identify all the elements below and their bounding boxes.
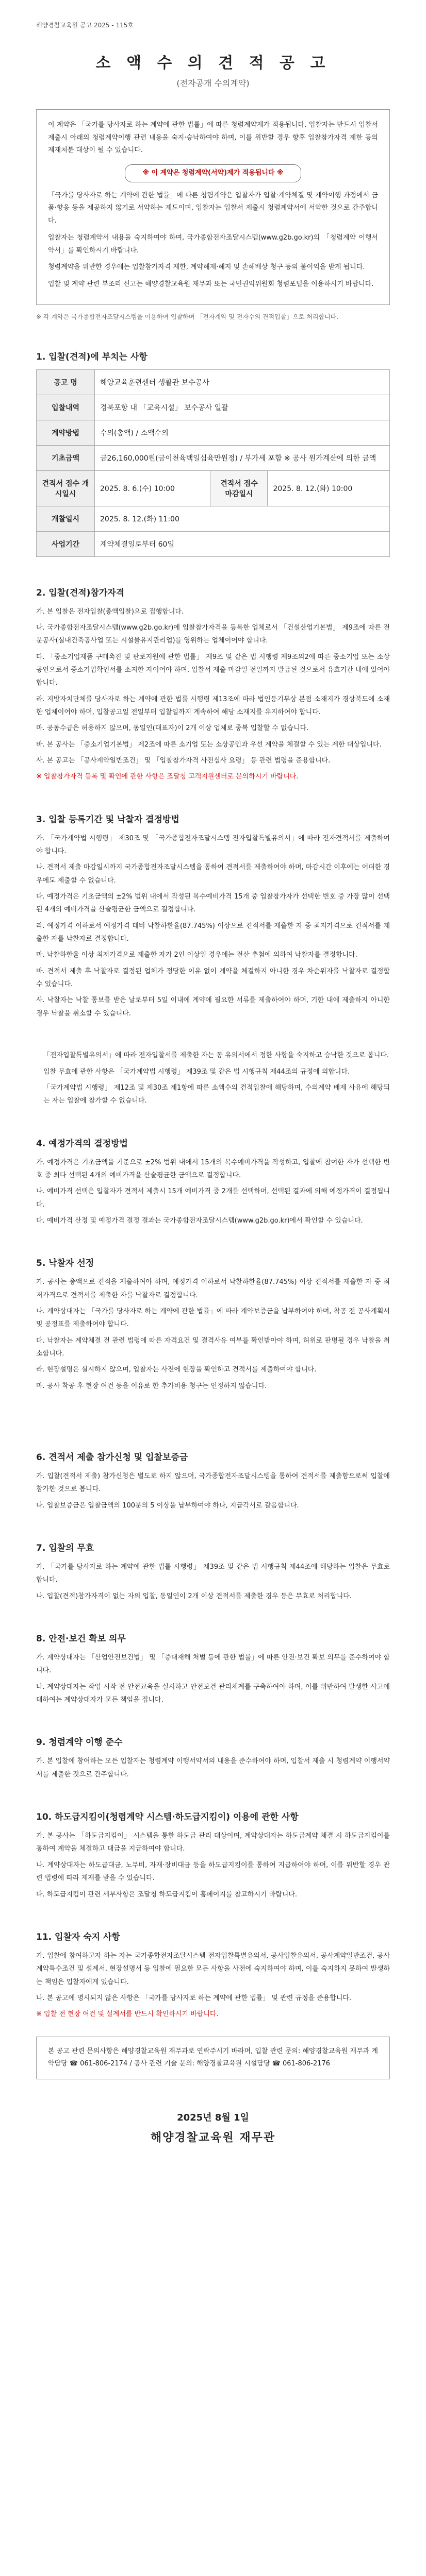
paragraph: 마. 공동수급은 허용하지 않으며, 동일인(대표자)이 2개 이상 업체로 중복 입찰할 수 없습니다. (36, 724, 309, 733)
paragraph: 다. 예정가격은 기초금액의 ±2% 범위 내에서 작성된 복수예비가격 15개 중 입찰참가자가 선택한 번호 중 가장 많이 선택된 4개의 예비가격을 산술평균한 금액으로 결정합니다. (36, 893, 390, 914)
row-value: 2025. 8. 12.(화) 10:00 (268, 470, 390, 506)
section-title: 4. 예정가격의 결정방법 (36, 1138, 128, 1149)
paragraph: 마. 공사 착공 후 현장 여건 등을 이유로 한 추가비용 청구는 인정하지 않습니다. (36, 1382, 267, 1390)
paragraph: 라. 지방자치단체를 당사자로 하는 계약에 관한 법률 시행령 제13조에 따라 법인등기부상 본점 소재지가 경상북도에 소재한 업체이어야 하며, 입찰공고일 전일부터 입찰일까지 계속하여 해당 소재지를 유지하여야 합니다. (36, 695, 390, 716)
bullet-item: 「전자입찰특별유의서」에 따라 전자입찰서를 제출한 자는 동 유의서에서 정한 사항을 숙지하고 승낙한 것으로 봅니다. (43, 1052, 389, 1060)
section-10 (36, 1809, 390, 1901)
row-label: 견적서 접수 마감일시 (210, 470, 268, 506)
table-row (37, 395, 390, 420)
paragraph: 가. 공사는 총액으로 견적을 제출하여야 하며, 예정가격 이하로서 낙찰하한율(87.745%) 이상 견적서를 제출한 자 중 최저가격으로 견적서를 제출한 자를 낙찰자로 결정합니다. (36, 1278, 390, 1299)
row-label: 개찰일시 (37, 506, 95, 531)
paragraph: 가. 계약상대자는 「산업안전보건법」 및 「중대재해 처벌 등에 관한 법률」에 따른 안전·보건 확보 의무를 준수하여야 합니다. (36, 1654, 390, 1675)
page-subtitle: (전자공개 수의계약) (176, 78, 250, 88)
notice-number: 해양경찰교육원 공고 2025 - 115호 (36, 22, 134, 29)
paragraph: 라. 현장설명은 실시하지 않으며, 입찰자는 사전에 현장을 확인하고 견적서를 제출하여야 합니다. (36, 1366, 317, 1374)
paragraph: 가. 본 입찰에 참여하는 모든 입찰자는 청렴계약 이행서약서의 내용을 준수하여야 하며, 입찰서 제출 시 청렴계약 이행서약서를 제출한 것으로 간주합니다. (36, 1757, 390, 1778)
paragraph: 바. 본 공사는 「중소기업기본법」 제2조에 따른 소기업 또는 소상공인과 우선 계약을 체결할 수 있는 제한 대상입니다. (36, 740, 382, 749)
intro-item: 청렴계약을 위반한 경우에는 입찰참가자격 제한, 계약해제·해지 및 손해배상 청구 등의 불이익을 받게 됩니다. (48, 263, 365, 272)
paragraph: 가. 본 입찰은 전자입찰(총액입찰)으로 집행합니다. (36, 607, 184, 616)
row-value: 2025. 8. 6.(수) 10:00 (95, 470, 210, 506)
row-value: 수의(총액) / 소액수의 (95, 420, 390, 445)
section-9 (36, 1735, 390, 1781)
table-row (37, 470, 390, 506)
notice-date: 2025년 8월 1일 (177, 2112, 249, 2123)
table-row (37, 369, 390, 395)
paragraph: 사. 본 공고는 「공사계약일반조건」 및 「입찰참가자격 사전심사 요령」 등 관련 법령을 준용합니다. (36, 757, 331, 765)
contact-box: 본 공고 관련 문의사항은 해양경찰교육원 재무과로 연락주시기 바라며, 입찰 관련 문의: 해양경찰교육원 재무과 계약담당 ☎ 061-806-2174 / 공사 관련 기술 문의: 해양경찰교육원 시설담당 ☎ 061-806-2176 (36, 2037, 390, 2079)
integrity-pill: ※ 이 계약은 청렴계약(서약)제가 적용됩니다 ※ (125, 164, 301, 182)
section-2 (36, 585, 390, 784)
bullet-item: 입찰 무효에 관한 사항은 「국가계약법 시행령」 제39조 및 같은 법 시행규칙 제44조의 규정에 의합니다. (43, 1067, 350, 1076)
paragraph: 다. 하도급지킴이 관련 세부사항은 조달청 하도급지킴이 홈페이지를 참고하시기 바랍니다. (36, 1890, 297, 1899)
section-title: 11. 입찰자 숙지 사항 (36, 1931, 120, 1942)
paragraph: 나. 입찰보증금은 입찰금액의 100분의 5 이상을 납부하여야 하나, 지급각서로 갈음합니다. (36, 1501, 299, 1510)
page-title: 소 액 수 의 견 적 공 고 (95, 54, 331, 72)
section-7 (36, 1540, 390, 1603)
section-11 (36, 1929, 390, 2021)
section-8 (36, 1631, 390, 1706)
section-title: 1. 입찰(견적)에 부치는 사항 (36, 351, 148, 362)
section-4 (36, 1136, 390, 1228)
intro-text: 이 계약은 「국가를 당사자로 하는 계약에 관한 법률」에 따른 청렴계약제가 적용됩니다. 입찰자는 반드시 입찰서 제출시 아래의 청렴계약이행 관련 내용을 숙지·승낙하여야 하며, 이를 위반할 경우 향후 입찰참가자격 제한 등의 제재처분 대상이 될 수 있습니다. (48, 121, 378, 155)
row-label: 공고 명 (37, 369, 95, 395)
intro-item: 입찰자는 청렴계약서 내용을 숙지하여야 하며, 국가종합전자조달시스템(www.g2b.go.kr)의 「청렴계약 이행서약서」를 확인하시기 바랍니다. (48, 233, 378, 255)
highlight-note: ※ 입찰참가자격 등록 및 확인에 관한 사항은 조달청 고객지원센터로 문의하시기 바랍니다. (36, 773, 299, 781)
paragraph: 라. 예정가격 이하로서 예정가격 대비 낙찰하한율(87.745%) 이상으로 견적서를 제출한 자 중 최저가격으로 견적서를 제출한 자를 낙찰자로 결정합니다. (36, 922, 390, 943)
section-title: 2. 입찰(견적)참가자격 (36, 587, 125, 598)
row-value: 계약체결일로부터 60일 (95, 531, 390, 556)
paragraph: 가. 본 공사는 「하도급지킴이」 시스템을 통한 하도급 관리 대상이며, 계약상대자는 하도급계약 체결 시 하도급지킴이를 통하여 계약을 체결하고 대금을 지급하여야 합니다. (36, 1832, 390, 1853)
intro-item: 입찰 및 계약 관련 부조리 신고는 해양경찰교육원 재무과 또는 국민권익위원회 청렴포털을 이용하시기 바랍니다. (48, 280, 374, 288)
paragraph: 가. 예정가격은 기초금액을 기준으로 ±2% 범위 내에서 15개의 복수예비가격을 작성하고, 입찰에 참여한 자가 선택한 번호 중 최다 선택된 4개의 예비가격을 산술평균한 금액으로 결정합니다. (36, 1158, 390, 1179)
section-5 (36, 1256, 390, 1393)
paragraph: 다. 낙찰자는 계약체결 전 관련 법령에 따른 자격요건 및 결격사유 여부를 확인받아야 하며, 허위로 판명될 경우 낙찰을 취소합니다. (36, 1336, 390, 1358)
row-label: 기초금액 (37, 445, 95, 470)
section-title: 9. 청렴계약 이행 준수 (36, 1737, 123, 1748)
row-value: 경북포항 내 「교육시설」 보수공사 일괄 (95, 395, 390, 420)
row-label: 계약방법 (37, 420, 95, 445)
section-title: 7. 입찰의 무효 (36, 1543, 94, 1554)
row-value: 2025. 8. 12.(화) 11:00 (95, 506, 390, 531)
paragraph: 가. 입찰에 참여하고자 하는 자는 국가종합전자조달시스템 전자입찰특별유의서, 공사입찰유의서, 공사계약일반조건, 공사계약특수조건 및 설계서, 현장설명서 등 입찰에 필요한 모든 사항을 사전에 숙지하여야 하며, 이를 숙지하지 못하여 발생하는 책임은 입찰자에게 있습니다. (36, 1952, 390, 1986)
section-title: 8. 안전·보건 확보 의무 (36, 1634, 126, 1645)
paragraph: 나. 견적서 제출 마감일시까지 국가종합전자조달시스템을 통하여 견적서를 제출하여야 하며, 마감시간 이후에는 어떠한 경우에도 제출할 수 없습니다. (36, 863, 390, 885)
paragraph: 사. 낙찰자는 낙찰 통보를 받은 날로부터 5일 이내에 계약에 필요한 서류를 제출하여야 하며, 기한 내에 제출하지 아니한 경우 낙찰을 취소할 수 있습니다. (36, 996, 390, 1018)
section-title: 6. 견적서 제출 참가신청 및 입찰보증금 (36, 1452, 188, 1463)
section-6 (36, 1450, 390, 1512)
paragraph: 가. 「국가를 당사자로 하는 계약에 관한 법률 시행령」 제39조 및 같은 법 시행규칙 제44조에 해당하는 입찰은 무효로 합니다. (36, 1563, 390, 1584)
row-label: 입찰내역 (37, 395, 95, 420)
paragraph: 나. 예비가격 선택은 입찰자가 견적서 제출시 15개 예비가격 중 2개를 선택하며, 선택된 결과에 의해 예정가격이 결정됩니다. (36, 1188, 390, 1209)
issuing-organization: 해양경찰교육원 재무관 (150, 2131, 276, 2144)
paragraph: 나. 계약상대자는 「국가를 당사자로 하는 계약에 관한 법률」에 따라 계약보증금을 납부하여야 하며, 착공 전 공사계획서 및 공정표를 제출하여야 합니다. (36, 1307, 390, 1329)
paragraph: 나. 국가종합전자조달시스템(www.g2b.go.kr)에 입찰참가자격을 등록한 업체로서 「건설산업기본법」 제9조에 따른 전문공사(실내건축공사업 또는 시설물유지관리업)를 영위하는 업체이어야 합니다. (36, 623, 390, 645)
table-row (37, 531, 390, 556)
paragraph: 다. 예비가격 산정 및 예정가격 결정 결과는 국가종합전자조달시스템(www.g2b.go.kr)에서 확인할 수 있습니다. (36, 1216, 363, 1225)
row-label: 사업기간 (37, 531, 95, 556)
intro-item: 「국가를 당사자로 하는 계약에 관한 법률」에 따른 청렴계약은 입찰자가 입찰·계약체결 및 계약이행 과정에서 금품·향응 등을 제공하지 않기로 서약하는 제도이며, 입찰자는 입찰서 제출시 청렴계약서에 서약한 것으로 간주합니다. (48, 191, 378, 225)
row-value: 해양교육훈련센터 생활관 보수공사 (95, 369, 390, 395)
section-title: 5. 낙찰자 선정 (36, 1258, 94, 1269)
section-1 (36, 349, 390, 557)
bid-info-table (36, 369, 390, 557)
section-title: 10. 하도급지킴이(청렴계약 시스템·하도급지킴이) 이용에 관한 사항 (36, 1812, 299, 1823)
section-3 (36, 812, 390, 1108)
section-title: 3. 입찰 등록기간 및 낙찰자 결정방법 (36, 814, 179, 825)
paragraph: 가. 「국가계약법 시행령」 제30조 및 「국가종합전자조달시스템 전자입찰특별유의서」에 따라 전자견적서를 제출하여야 합니다. (36, 834, 390, 856)
paragraph: 나. 본 공고에 명시되지 않은 사항은 「국가를 당사자로 하는 계약에 관한 법률」 및 관련 규정을 준용합니다. (36, 1994, 352, 2002)
highlight-note: ※ 입찰 전 현장 여건 및 설계서를 반드시 확인하시기 바랍니다. (36, 2010, 219, 2019)
bullet-item: 「국가계약법 시행령」 제12조 및 제30조 제1항에 따른 소액수의 견적입찰에 해당하며, 수의계약 배제 사유에 해당되는 자는 입찰에 참가할 수 없습니다. (43, 1083, 390, 1105)
table-row (37, 445, 390, 470)
integrity-notice-box (36, 109, 390, 305)
paragraph: 나. 입찰(견적)참가자격이 없는 자의 입찰, 동일인이 2개 이상 견적서를 제출한 경우 등은 무효로 처리합니다. (36, 1592, 352, 1600)
table-row (37, 420, 390, 445)
paragraph: 가. 입찰(견적서 제출) 참가신청은 별도로 하지 않으며, 국가종합전자조달시스템을 통하여 견적서를 제출함으로써 입찰에 참가한 것으로 봅니다. (36, 1472, 390, 1494)
row-label: 견적서 접수 개시일시 (37, 470, 95, 506)
intro-note: ※ 각 계약은 국가종합전자조달시스템을 이용하여 입찰하며 「전자계약 및 전자수의 견적입찰」으로 처리합니다. (36, 313, 339, 320)
paragraph: 나. 계약상대자는 하도급대금, 노무비, 자재·장비대금 등을 하도급지킴이를 통하여 지급하여야 하며, 이를 위반할 경우 관련 법령에 따라 제재를 받을 수 있습니다. (36, 1861, 390, 1883)
paragraph: 마. 낙찰하한율 이상 최저가격으로 제출한 자가 2인 이상일 경우에는 전산 추첨에 의하여 낙찰자를 결정합니다. (36, 951, 357, 959)
paragraph: 다. 「중소기업제품 구매촉진 및 판로지원에 관한 법률」 제9조 및 같은 법 시행령 제9조의2에 따른 중소기업 또는 소상공인으로서 중소기업확인서를 소지한 자이어야 하며, 입찰서 제출 마감일 전일까지 발급된 것으로서 유효기간 내에 있어야 합니다. (36, 653, 390, 687)
paragraph: 나. 계약상대자는 작업 시작 전 안전교육을 실시하고 안전보건 관리체계를 구축하여야 하며, 이를 위반하여 발생한 사고에 대하여는 계약상대자가 모든 책임을 집니다. (36, 1683, 390, 1704)
row-value: 금26,160,000원(금이천육백일십육만원정) / 부가세 포함 ※ 공사 원가계산에 의한 금액 (95, 445, 390, 470)
paragraph: 바. 견적서 제출 후 낙찰자로 결정된 업체가 정당한 이유 없이 계약을 체결하지 아니한 경우 차순위자를 낙찰자로 결정할 수 있습니다. (36, 967, 390, 989)
table-row (37, 506, 390, 531)
intro-list (48, 190, 378, 291)
